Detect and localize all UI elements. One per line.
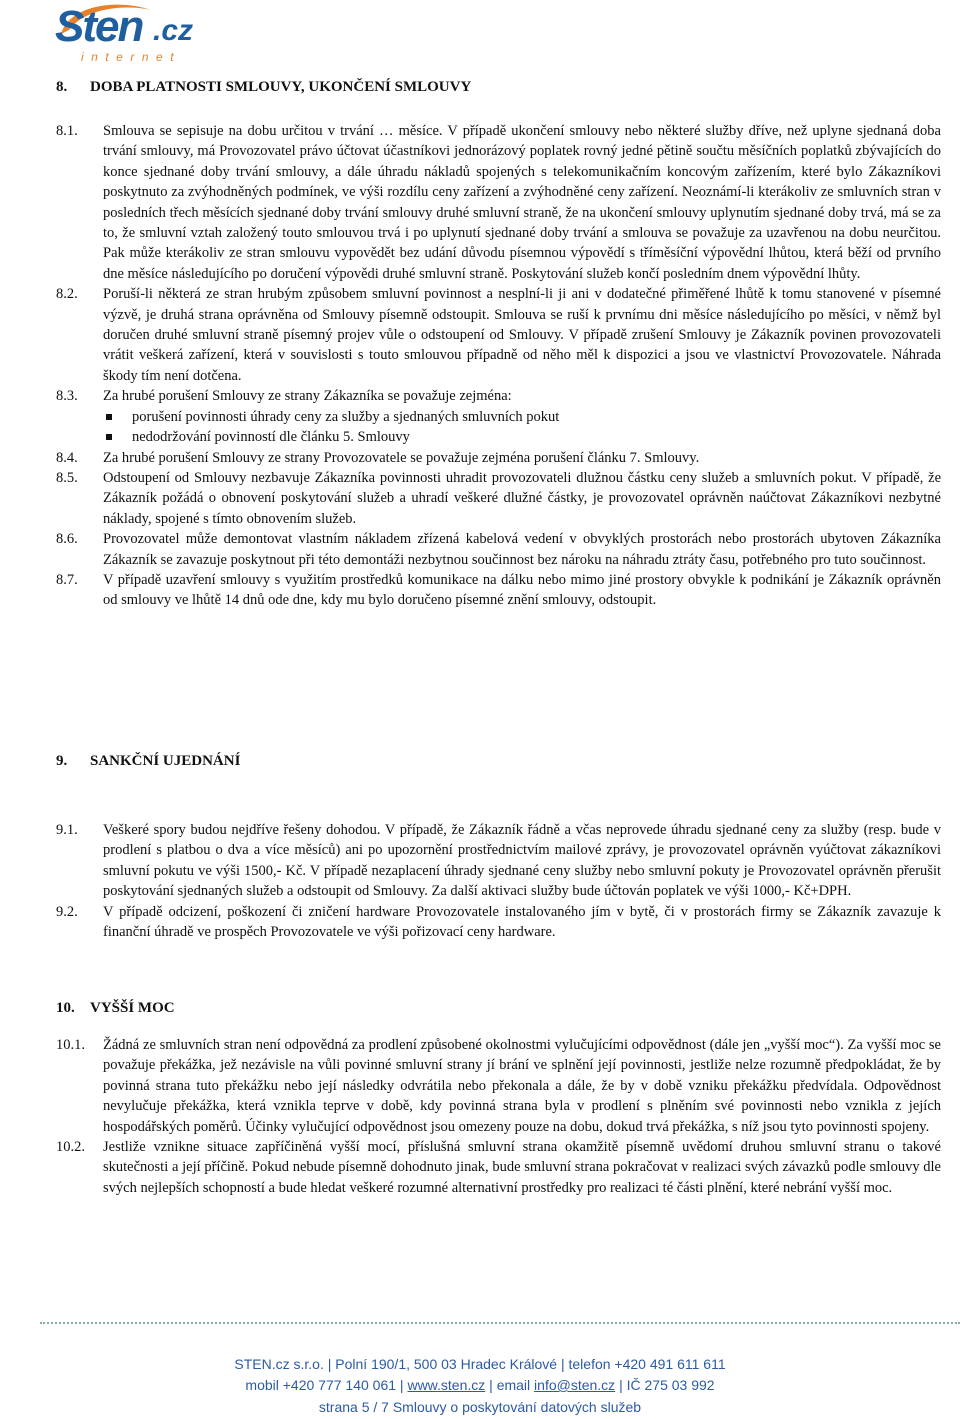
footer-line-2: mobil +420 777 140 061 | www.sten.cz | email info@sten.cz | IČ 275 03 992 (245, 1377, 715, 1393)
clause-8-2 (56, 284, 941, 386)
clause-9-2 (56, 902, 941, 943)
footer-email-label: email (496, 1377, 531, 1393)
clause-number: 8.1. (56, 123, 78, 139)
clause-8-1 (56, 121, 941, 284)
clause-8-4 (56, 448, 941, 468)
square-bullet-icon (106, 414, 112, 420)
bullet-item: porušení povinnosti úhrady ceny za služby a sjednaných smluvních pokut (56, 407, 941, 427)
footer-company: STEN.cz s.r.o. (234, 1356, 324, 1372)
clause-10-2 (56, 1137, 941, 1198)
clause-8-3 (56, 386, 941, 406)
footer-phone: telefon +420 491 611 611 (568, 1356, 726, 1372)
clause-text: Provozovatel může demontovat vlastním nákladem zřízená kabelová vedení v obvyklých prostorách nebo prostorách ubytoven Zákazníka Zákazník se zavazuje poskytnout při této demontáži nezbytnou součinnost bez nároku na náhradu ztráty času, potřebného pro tuto součinnost. (103, 531, 941, 568)
clause-number: 9.2. (56, 903, 78, 920)
clause-text: V případě uzavření smlouvy s využitím prostředků komunikace na dálku nebo mimo jiné prostory obvykle k podnikání je Zákazník oprávněn od smlouvy ve lhůtě 14 dnů ode dne, kdy mu bylo doručeno písemné znění smlouvy, odstoupit. (103, 571, 941, 609)
clause-number: 8.6. (56, 531, 78, 548)
section-heading-8: 8. DOBA PLATNOSTI SMLOUVY, UKONČENÍ SMLOUVY (56, 79, 472, 95)
clause-8-7 (56, 570, 941, 611)
footer-page-info (0, 1397, 960, 1417)
clause-text: Veškeré spory budou nejdříve řešeny dohodou. V případě, že Zákazník řádně a včas neprovede úhradu sjednané ceny za služby (resp. bude v prodlení s platbou o dva a více měsíců) ani po upozornění prostřednictvím mailové zprávy, je provozovatel oprávněn vyúčtovat zákazníkovi smluvní pokutu ve výši 1500,- Kč. V případě nezaplacení úhrady sjednané ceny služby nebo smluvní pokuty je Provozovatel oprávněn přerušit poskytování sjednaných služeb a odstoupit od Smlouvy. Za další aktivaci služby bude účtován poplatek ve výši 1000,- Kč+DPH. (103, 822, 941, 900)
section-10-items (56, 1035, 941, 1198)
clause-text: Za hrubé porušení Smlouvy ze strany Provozovatele se považuje zejména porušení článku 7. Smlouvy. (103, 449, 700, 466)
clause-number: 8.7. (56, 571, 78, 588)
footer-email-link[interactable]: info@sten.cz (534, 1377, 616, 1393)
clause-text: V případě odcizení, poškození či zničení hardware Provozovatele instalovaného jím v bytě, či v prostorách firmy se Zákazník zavazuje k finanční úhradě ve prospěch Provozovatele ve výši pořizovací ceny hardware. (103, 903, 941, 941)
page-number: strana 5 / 7 Smlouvy o poskytování datových služeb (318, 1399, 642, 1415)
clause-text: Smlouva se sepisuje na dobu určitou v trvání … měsíce. V případě ukončení smlouvy nebo některé služby dříve, než uplyne sjednaná doba trvání smlouvy, má Provozovatel právo účtovat účastníkovi jednorázový poplatek rovný jedné pětině součtu měsíčních poplatků zbývajících do konce sjednané doby trvání smlouvy, a dále úhradu nákladů spojených s telekomunikačním koncovým zařízením, které bylo Zákazníkovi poskytnuto za zvýhodněných podmínek, ve výši rozdílu ceny zařízení a zvýhodněné ceny zařízení. Neoznámí-li kterákoliv ze smluvních stran v posledních třech měsících sjednané doby trvání smlouvy druhé smluvní straně, že na ukončení smlouvy uplynutím sjednané doby trvá, má se za to, že smluvní vztah založený touto smlouvou trvá i po uplynutí sjednané doby trvání a smlouva se považuje za uzavřenou na dobu neurčitou. Pak může kterákoliv ze stran smlouvu vypovědět bez udání důvodu písemnou výpovědí s tříměsíční výpovědní lhůtou, která běží od prvního dne měsíce následujícího po doručení výpovědi druhé smluvní straně. Poskytování služeb končí posledním dnem výpovědní lhůty. (103, 123, 941, 282)
sten-logo (55, 0, 215, 72)
clause-number: 10.1. (56, 1037, 85, 1053)
clause-text: Odstoupení od Smlouvy nezbavuje Zákazníka povinnosti uhradit provozovateli dlužnou částku ceny služeb a smluvních pokut. V případě, že Zákazník požádá o obnovení poskytování služeb a uhradí veškeré dlužné částky, je provozovatel oprávněn naúčtovat Zákazníkovi nezbytné náklady, spojené s tímto obnovením služeb. (103, 469, 941, 527)
logo-tagline: internet (81, 50, 182, 64)
section-heading-10: 10. VYŠŠÍ MOC (56, 1000, 175, 1016)
footer-divider (40, 1322, 960, 1324)
clause-10-1 (56, 1035, 941, 1137)
clause-number: 9.1. (56, 822, 78, 838)
clause-number: 8.2. (56, 286, 78, 303)
clause-number: 8.5. (56, 469, 78, 486)
clause-number: 8.3. (56, 388, 78, 405)
clause-text: Poruší-li některá ze stran hrubým způsobem smluvní povinnost a nesplní-li ji ani v dodatečné přiměřené lhůtě k tomu stanovené v písemné výzvě, je druhá strana oprávněna od Smlouvy písemně odstoupit. Smlouva se ruší k prvnímu dni měsíce následujícího po měsíci, v němž byl doručen druhé smluvní straně písemný projev vůle o odstoupení od Smlouvy. V případě zrušení Smlouvy je Zákazník povinen provozovateli vrátit veškerá zařízení, která v souvislosti s touto smlouvou případně od něho měl k dispozici a jsou ve vlastnictví Provozovatele. Náhrada škody tím není dotčena. (103, 286, 941, 384)
square-bullet-icon (106, 434, 112, 440)
clause-text: Žádná ze smluvních stran není odpovědná za prodlení způsobené okolnostmi vylučujícími odpovědnost (dále jen „vyšší moc“). Za vyšší moc se považuje překážka, jež nezávisle na vůli povinné smluvní strany jí brání ve splnění její povinnosti, jestliže nelze rozumně předpokládat, že by povinná strana tuto překážku nebo její následky odvrátila nebo překonala a dále, že by v době vzniku překážku předvídala. Odpovědnost nevylučuje překážka, která vznikla teprve v době, kdy povinná strana byla v prodlení s plněním své povinnosti nebo vznikla z jejích hospodářských poměrů. Účinky vylučující odpovědnost jsou omezeny pouze na dobu, dokud trvá překážka, s níž jsou tyto povinnosti spojeny. (103, 1037, 941, 1135)
footer-web-link[interactable]: www.sten.cz (407, 1377, 486, 1393)
section-heading-9: 9. SANKČNÍ UJEDNÁNÍ (56, 753, 241, 769)
clause-8-5 (56, 468, 941, 529)
clause-text: Za hrubé porušení Smlouvy ze strany Zákazníka se považuje zejména: (103, 388, 512, 405)
clause-number: 8.4. (56, 449, 78, 466)
section-8-items (56, 121, 941, 611)
section-9-items (56, 820, 941, 942)
logo-wordmark: Sten (55, 2, 143, 51)
footer-mobile: mobil +420 777 140 061 (245, 1377, 397, 1393)
clause-text: Jestliže vznikne situace zapříčiněná vyšší mocí, příslušná smluvní strana okamžitě písemně uvědomí druhou smluvní stranu o takové skutečnosti a její příčině. Pokud nebude písemně dohodnuto jinak, bude smluvní strana pokračovat v realizaci svých závazků podle smlouvy dle svých nejlepších schopností a bude hledat veškeré rozumné alternativní prostředky pro realizaci té části plnění, které nebrání vyšší moc. (103, 1139, 941, 1196)
bullet-item: nedodržování povinností dle článku 5. Smlouvy (56, 427, 941, 447)
footer-line-1: STEN.cz s.r.o. | Polní 190/1, 500 03 Hradec Králové | telefon +420 491 611 611 (234, 1356, 726, 1372)
footer-ic: IČ 275 03 992 (626, 1377, 715, 1393)
clause-number: 10.2. (56, 1139, 85, 1156)
clause-9-1 (56, 820, 941, 902)
logo-tld: .cz (153, 14, 194, 47)
clause-8-6 (56, 529, 941, 570)
footer-address: Polní 190/1, 500 03 Hradec Králové (335, 1356, 558, 1372)
